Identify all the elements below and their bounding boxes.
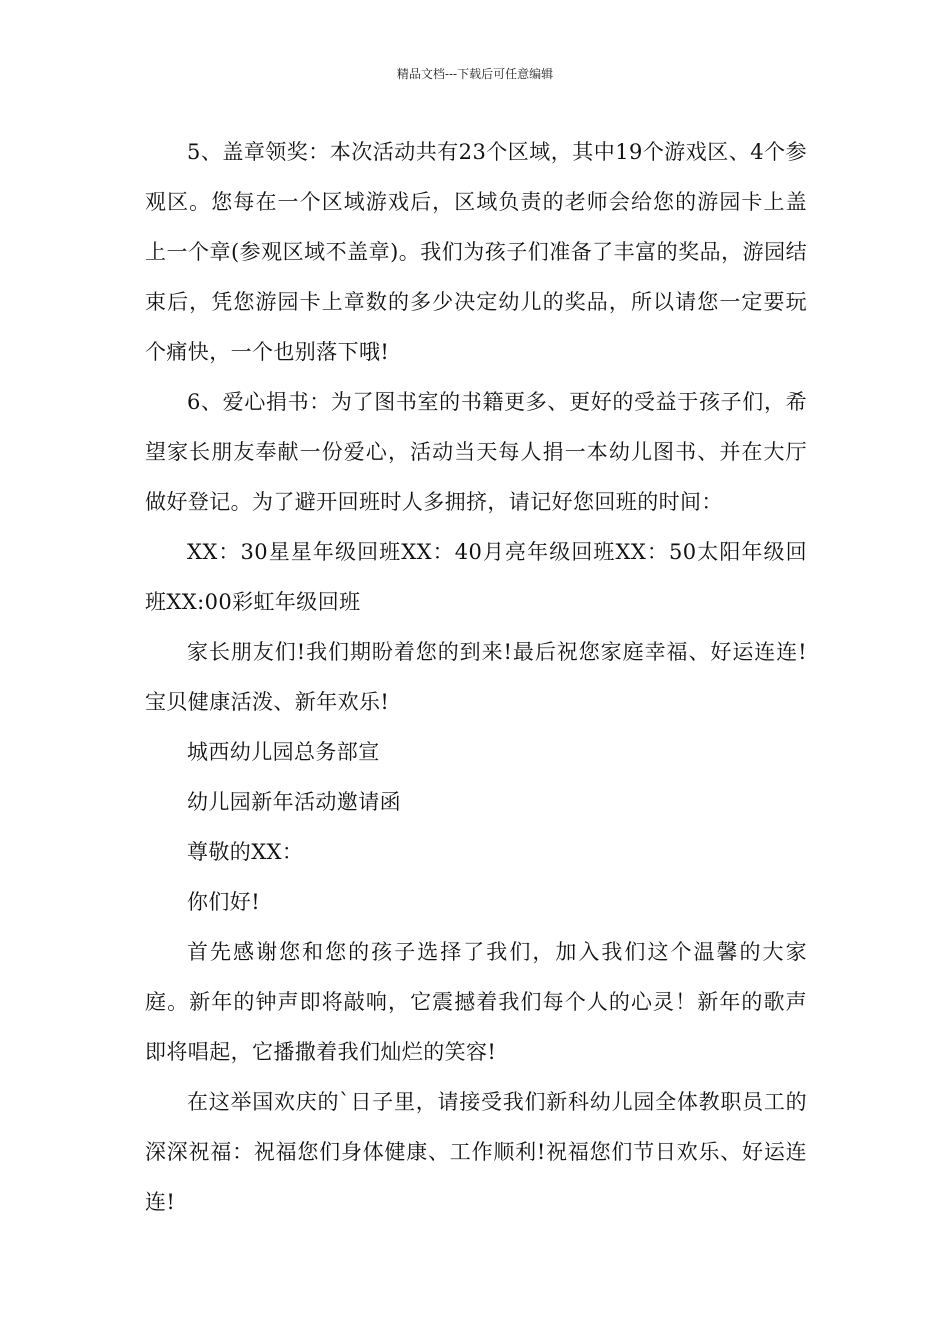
- page-header: 精品文档---下载后可任意编辑: [396, 67, 554, 81]
- paragraph-return-schedule: XX：30星星年级回班XX：40月亮年级回班XX：50太阳年级回班XX:00彩虹年级回班: [145, 540, 807, 614]
- paragraph-invitation-title: 幼儿园新年活动邀请函: [187, 790, 401, 814]
- paragraph-salutation: 尊敬的XX：: [187, 840, 304, 864]
- paragraph-book-donation: 6、爱心捐书：为了图书室的书籍更多、更好的受益于孩子们，希望家长朋友奉献一份爱心，活动当天每人捐一本幼儿图书、并在大厅做好登记。为了避开回班时人多拥挤，请记好您回班的时间：: [145, 390, 807, 514]
- paragraph-stamp-prize: 5、盖章领奖：本次活动共有23个区域，其中19个游戏区、4个参观区。您每在一个区域游戏后，区域负责的老师会给您的游园卡上盖上一个章(参观区域不盖章)。我们为孩子们准备了丰富的奖品，游园结束后，凭您游园卡上章数的多少决定幼儿的奖品，所以请您一定要玩个痛快，一个也别落下哦!: [145, 140, 807, 364]
- paragraph-greeting: 你们好!: [187, 890, 261, 914]
- paragraph-blessings: 在这举国欢庆的`日子里，请接受我们新科幼儿园全体教职员工的深深祝福：祝福您们身体健康、工作顺利!祝福您们节日欢乐、好运连连!: [145, 1090, 807, 1214]
- document-body: [145, 127, 807, 1227]
- paragraph-signature: 城西幼儿园总务部宣: [187, 740, 380, 764]
- paragraph-thanks: 首先感谢您和您的孩子选择了我们，加入我们这个温馨的大家庭。新年的钟声即将敲响，它震撼着我们每个人的心灵！新年的歌声即将唱起，它播撒着我们灿烂的笑容!: [145, 940, 807, 1064]
- paragraph-closing-wishes: 家长朋友们!我们期盼着您的到来!最后祝您家庭幸福、好运连连!宝贝健康活泼、新年欢乐!: [145, 640, 807, 714]
